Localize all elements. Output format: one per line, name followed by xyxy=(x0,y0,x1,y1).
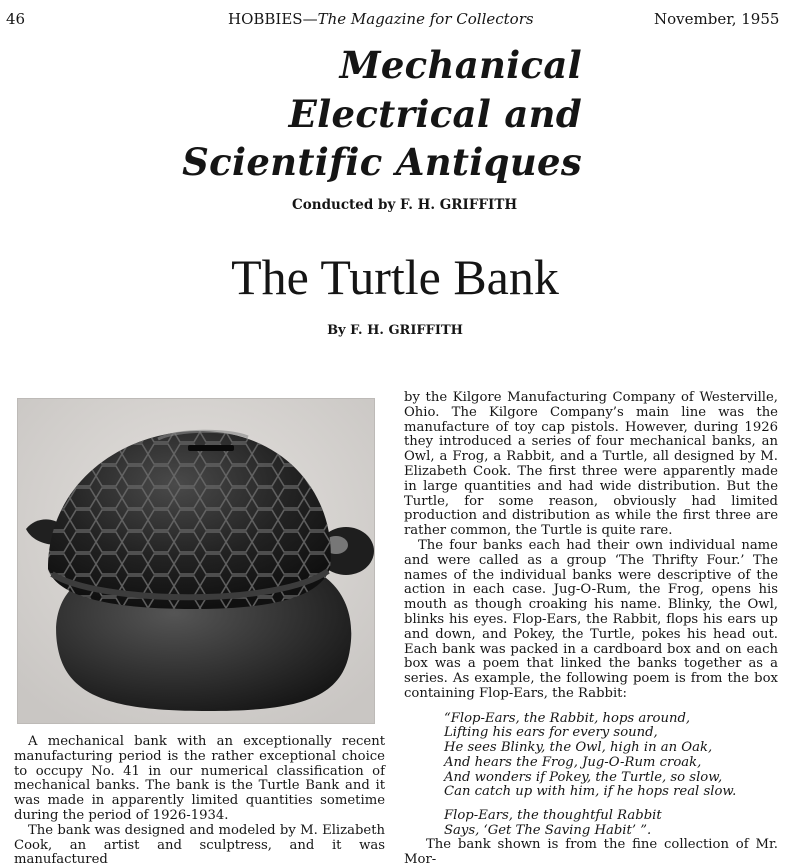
poem xyxy=(444,712,778,839)
poem-line: And wonders if Pokey, the Turtle, so slow, xyxy=(444,769,723,785)
magazine-subtitle: The Magazine for Collectors xyxy=(317,10,534,28)
article-paragraph: The bank shown is from the fine collection of Mr. Mor- xyxy=(404,837,778,868)
article-right-column xyxy=(404,391,778,868)
article-paragraph: by the Kilgore Manufacturing Company of Westerville, Ohio. The Kilgore Company’s main line was the manufacture of toy cap pistols. However, during 1926 they introduced a series of four mechanical banks, an Owl, a Frog, a Rabbit, and a Turtle, all designed by M. Elizabeth Cook. The first three were apparently made in large quantities and had wide distribution. But the Turtle, for some reason, obviously had limited production and distribution as while the first three are rather common, the Turtle is quite rare. xyxy=(404,390,778,539)
section-title-line-3: Scientific Antiques xyxy=(182,140,582,184)
article-paragraph: The four banks each had their own individual name and were called as a group ‘The Thrifty Four.’ The names of the individual banks were descriptive of the action in each case. Jug-O-Rum, the Frog, opens his mouth as though croaking his name. Blinky, the Owl, blinks his eyes. Flop-Ears, the Rabbit, flops his ears up and down, and Pokey, the Turtle, pokes his head out. Each bank was packed in a cardboard box and on each box was a poem that linked the banks together as a series. As example, the following poem is from the box containing Flop-Ears, the Rabbit: xyxy=(404,537,778,701)
poem-line: Can catch up with him, if he hops real slow. xyxy=(444,784,737,800)
article-title: The Turtle Bank xyxy=(231,249,559,305)
article-byline: By F. H. GRIFFITH xyxy=(327,323,463,338)
poem-line: Lifting his ears for every sound, xyxy=(444,725,658,741)
poem-line: “Flop-Ears, the Rabbit, hops around, xyxy=(444,710,691,726)
article-paragraph: The bank was designed and modeled by M. Elizabeth Cook, an artist and sculptress, and it was manufactured xyxy=(14,822,385,868)
poem-line: And hears the Frog, Jug-O-Rum croak, xyxy=(444,754,702,770)
magazine-name: HOBBIES xyxy=(228,10,303,28)
poem-line: He sees Blinky, the Owl, high in an Oak, xyxy=(444,740,713,756)
page-number: 46 xyxy=(6,10,26,28)
magazine-dash: — xyxy=(302,10,318,28)
page-header xyxy=(0,10,800,32)
turtle-bank-icon xyxy=(18,399,374,723)
article-paragraph: A mechanical bank with an exceptionally recent manufacturing period is the rather exceptional choice to occupy No. 41 in our numerical classification of mechanical banks. The bank is the Turtle Bank and it was made in apparently limited quantities sometime during the period of 1926-1934. xyxy=(14,734,385,823)
section-title-line-2: Electrical and xyxy=(288,92,582,136)
article-left-column xyxy=(14,735,385,868)
magazine-title xyxy=(228,10,534,28)
issue-date: November, 1955 xyxy=(654,10,780,28)
poem-line: Says, ‘Get The Saving Habit’ ”. xyxy=(444,822,652,838)
poem-line: Flop-Ears, the thoughtful Rabbit xyxy=(444,807,662,823)
turtle-bank-photo xyxy=(17,398,375,724)
section-title-line-1: Mechanical xyxy=(339,43,582,87)
section-editor: Conducted by F. H. GRIFFITH xyxy=(292,197,518,213)
